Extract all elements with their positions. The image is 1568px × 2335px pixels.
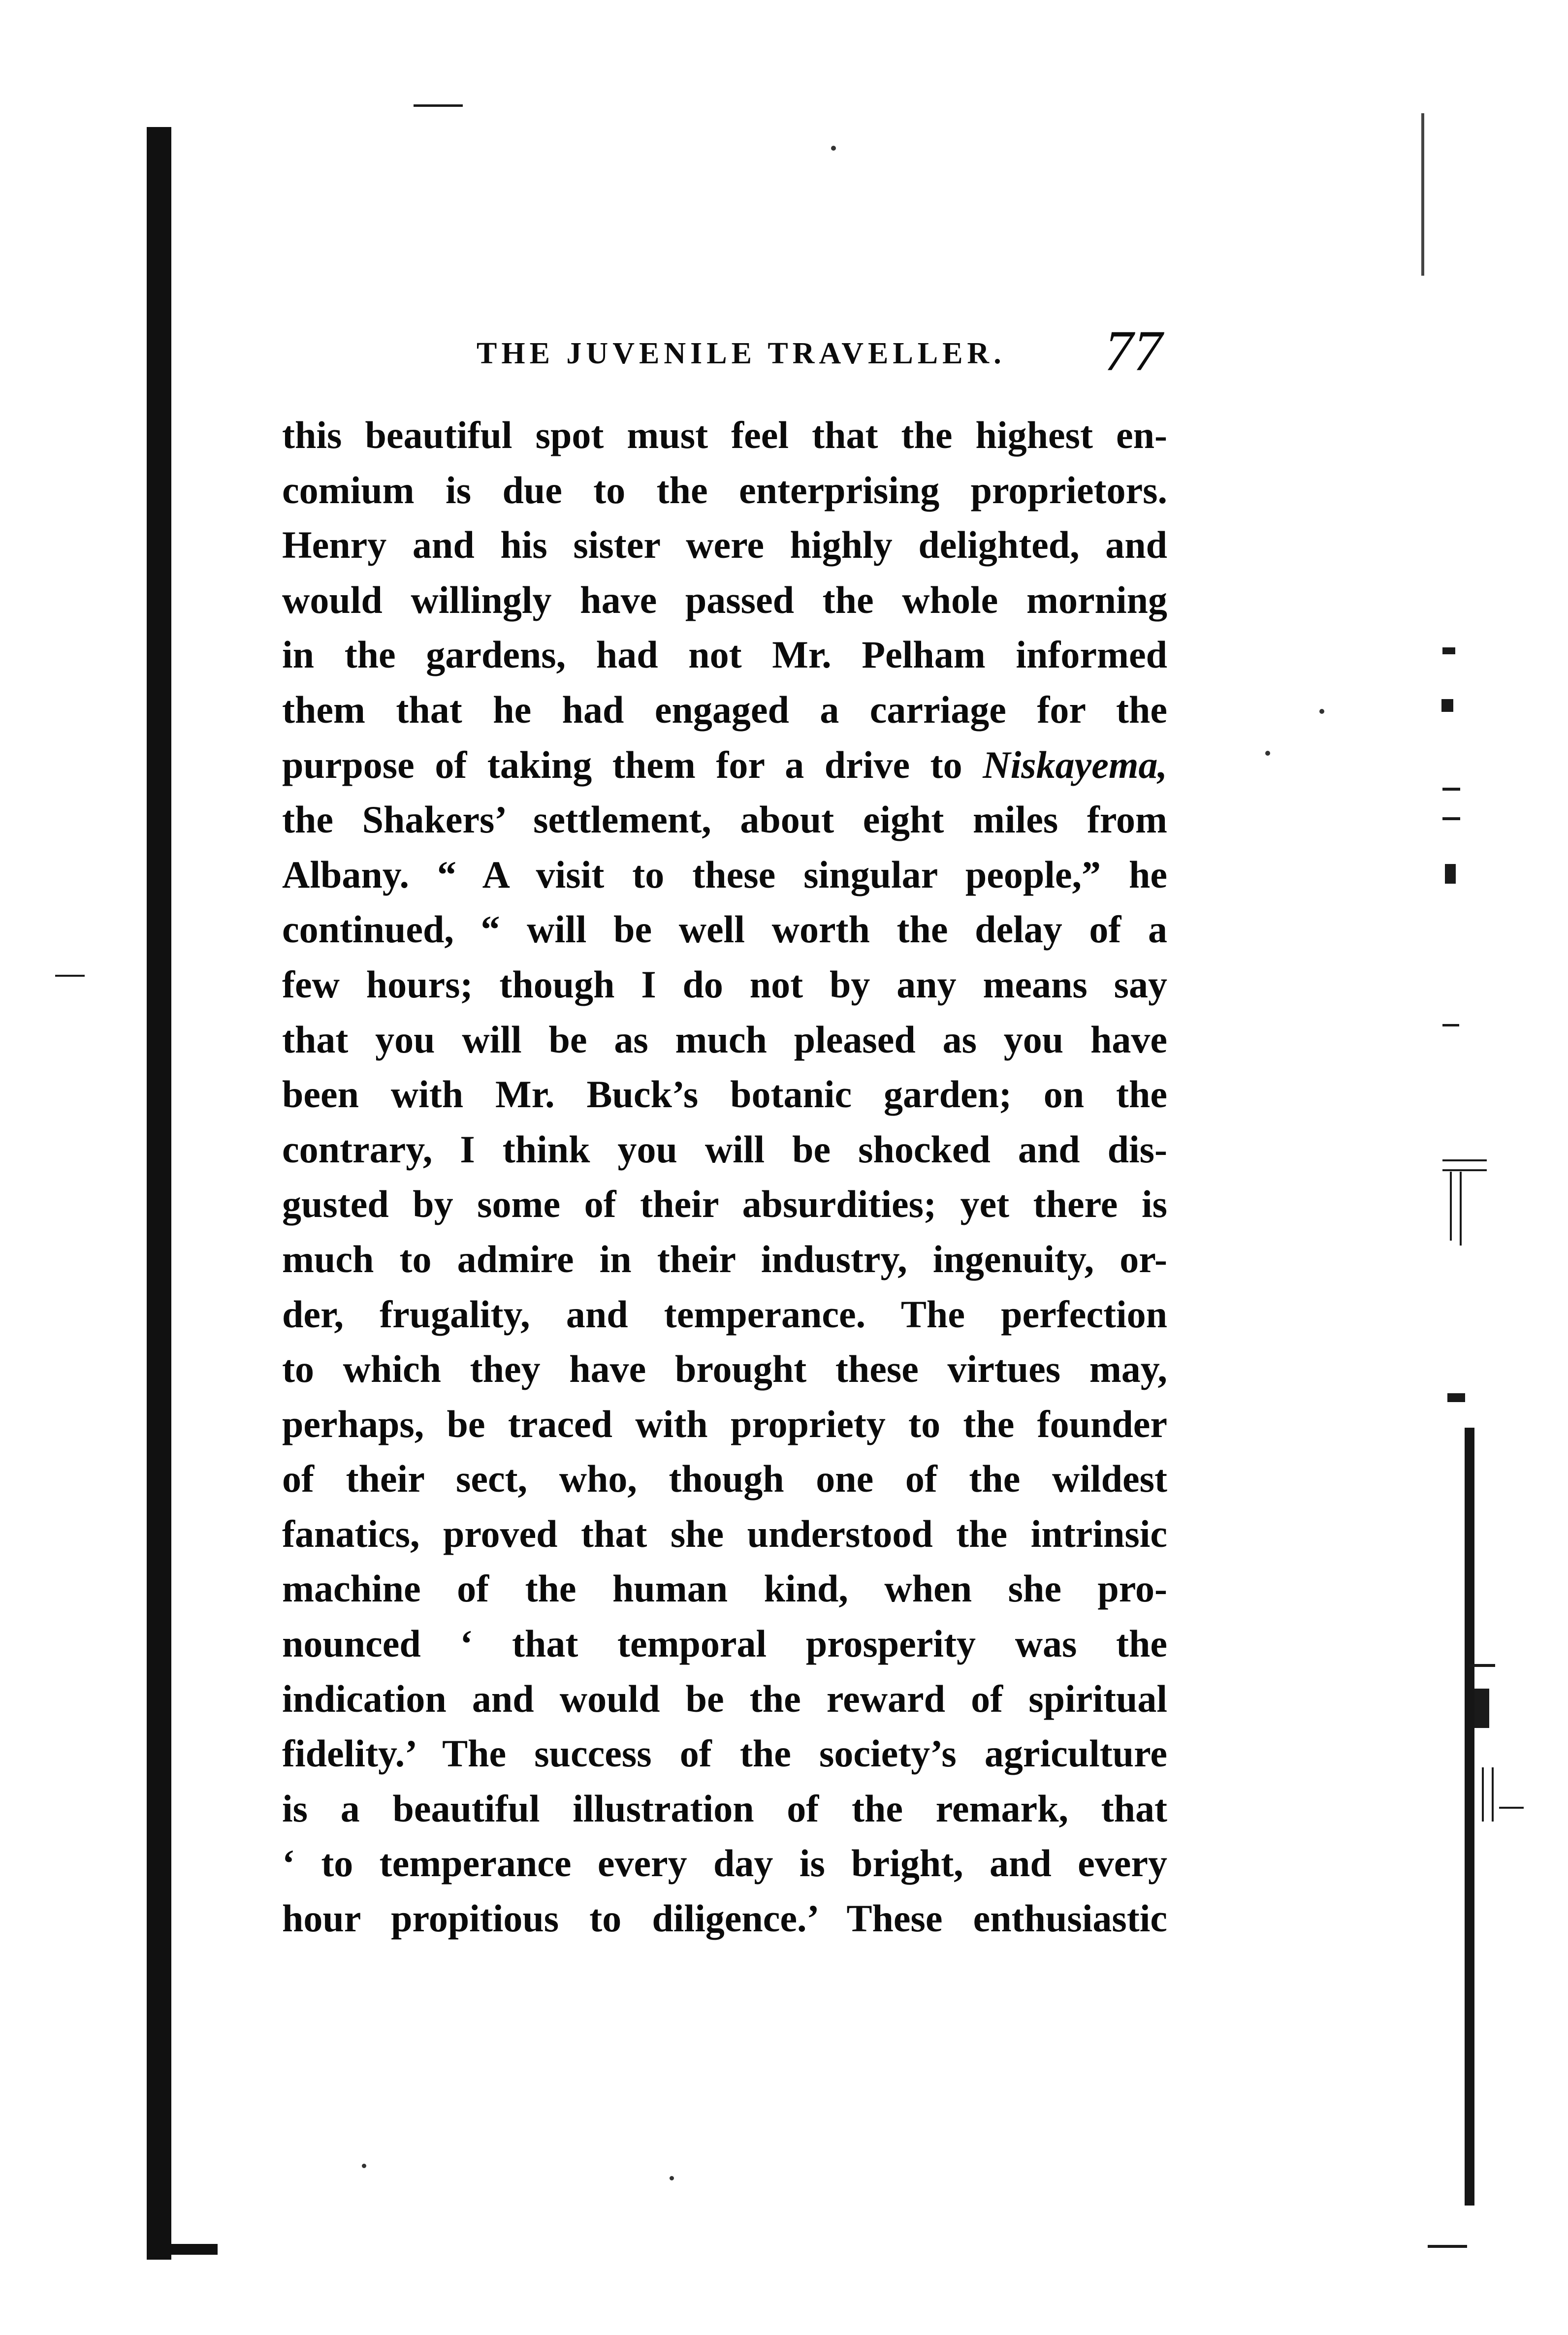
edge-mark xyxy=(1499,1807,1524,1809)
edge-mark xyxy=(1442,1024,1459,1026)
edge-mark xyxy=(1441,699,1453,712)
text-line: that you will be as much pleased as you have xyxy=(282,1018,1167,1061)
edge-mark xyxy=(1474,1689,1489,1728)
edge-mark xyxy=(1492,1767,1494,1822)
edge-mark xyxy=(1442,1169,1487,1171)
edge-mark xyxy=(1482,1767,1484,1822)
text-line: the Shakers’ settlement, about eight miles from xyxy=(282,798,1167,841)
edge-mark xyxy=(1450,1172,1452,1241)
italic-place-name: Niskayema, xyxy=(983,743,1167,786)
text-line: much to admire in their industry, ingenuity, or- xyxy=(282,1237,1167,1280)
edge-mark xyxy=(55,975,85,977)
text-line: continued, “ will be well worth the delay of a xyxy=(282,908,1167,951)
speck xyxy=(1319,709,1324,714)
text-line: indication and would be the reward of spiritual xyxy=(282,1677,1167,1720)
speck xyxy=(831,146,836,151)
text-line: to which they have brought these virtues may, xyxy=(282,1347,1167,1391)
speck xyxy=(1265,751,1270,756)
text-line: them that he had engaged a carriage for the xyxy=(282,688,1167,731)
edge-mark xyxy=(1428,2245,1467,2248)
text-line: in the gardens, had not Mr. Pelham informed xyxy=(282,633,1167,676)
text-line: fidelity.’ The success of the society’s agriculture xyxy=(282,1732,1167,1775)
edge-mark xyxy=(1460,1172,1462,1246)
running-head xyxy=(282,319,1168,391)
page-number: 77 xyxy=(1104,319,1162,383)
edge-mark xyxy=(1447,1393,1465,1402)
left-binding-foot xyxy=(159,2244,218,2255)
edge-mark xyxy=(1442,817,1460,820)
edge-mark xyxy=(1442,647,1455,654)
speck xyxy=(362,2164,366,2168)
left-binding-shadow xyxy=(147,127,171,2260)
edge-mark xyxy=(1445,864,1456,884)
text-line: hour propitious to diligence.’ These enthusiastic xyxy=(282,1897,1167,1940)
text-line-start: purpose of taking them for a drive to xyxy=(282,743,962,786)
text-line: is a beautiful illustration of the remark, that xyxy=(282,1787,1167,1830)
text-line: ‘ to temperance every day is bright, and every xyxy=(282,1842,1167,1885)
edge-mark xyxy=(414,104,463,107)
running-head-title: THE JUVENILE TRAVELLER. xyxy=(477,337,1006,370)
text-line: fanatics, proved that she understood the intrinsic xyxy=(282,1512,1167,1555)
right-edge-line xyxy=(1421,113,1424,276)
text-line: gusted by some of their absurdities; yet there is xyxy=(282,1183,1167,1226)
speck xyxy=(670,2176,674,2180)
text-line: der, frugality, and temperance. The perfection xyxy=(282,1292,1167,1336)
text-line: perhaps, be traced with propriety to the founder xyxy=(282,1402,1167,1445)
edge-mark xyxy=(1442,1159,1487,1161)
text-line: this beautiful spot must feel that the highest en- xyxy=(282,414,1167,456)
right-edge-shadow xyxy=(1465,1428,1474,2206)
text-line xyxy=(282,737,1167,793)
text-line: nounced ‘ that temporal prosperity was the xyxy=(282,1622,1167,1665)
text-line: Henry and his sister were highly delighted, and xyxy=(282,523,1167,567)
text-line: of their sect, who, though one of the wildest xyxy=(282,1457,1167,1501)
text-line: would willingly have passed the whole morning xyxy=(282,578,1167,621)
text-line: machine of the human kind, when she pro- xyxy=(282,1567,1167,1610)
body-text xyxy=(282,408,1167,1946)
edge-mark xyxy=(1442,788,1460,791)
text-line: few hours; though I do not by any means say xyxy=(282,962,1167,1006)
text-line: Albany. “ A visit to these singular people,” he xyxy=(282,853,1167,896)
edge-mark xyxy=(1470,1664,1495,1667)
text-line: comium is due to the enterprising proprietors. xyxy=(282,468,1167,512)
text-line: been with Mr. Buck’s botanic garden; on the xyxy=(282,1073,1167,1116)
text-line: contrary, I think you will be shocked and dis- xyxy=(282,1127,1167,1171)
